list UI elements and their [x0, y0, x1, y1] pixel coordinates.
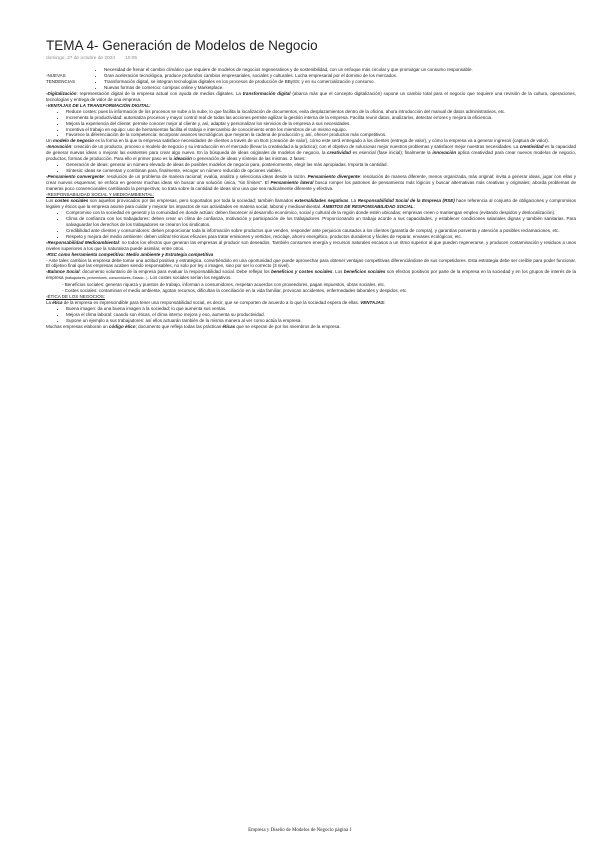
pensamiento-lateral-term: Pensamiento lateral [270, 180, 314, 186]
list-item: • Reduce costes: pues la información de los procesos se sube a la nube, lo que facilita la localización de documentos, evita desplazamientos dentro de la oficina, ahora introducción del manual de datos administrativos, etc. [66, 109, 576, 115]
list-item: • Supone un ejemplo a sus trabajadores: así ellos actuarán también de la misma manera al ver como actúa la empresa. [66, 318, 576, 324]
costes-sociales-term: costes sociales [54, 197, 89, 203]
beneficios-sociales-term: beneficios sociales [343, 269, 386, 275]
rsm-heading: -RESPONSABILIDAD SOCIAL Y MEDIOAMBIENTAL: [46, 192, 155, 198]
rse-term: Responsabilidad Social de la Empresa (RSE) [357, 197, 455, 203]
text-run: aplica creatividad para crear nuevos modelos de negocio, productos, formas de producción. Para ello el primer paso es la [46, 150, 576, 162]
digitalizacion-paragraph [46, 91, 576, 103]
grupos-interes-note: (trabajadores, proveedores, consumidores, Estado...) [64, 276, 148, 281]
rsc-paragraph [46, 252, 576, 270]
text-run: es la capacidad de generar nuevas ideas o mejorar las existentes para crear algo nuevo. En la búsqueda de ideas originales de modelos de negocio, la [46, 144, 576, 156]
text-run: (abarca más que el concepto digitalización) supone un cambio total para el negocio que requiere una revisión de la cultura, operaciones, tecnologías y entrega de valor de una empresa. [46, 90, 576, 102]
responsabilidad-medioambiental-paragraph [46, 240, 576, 252]
note-date [46, 56, 137, 61]
ventajas-list [46, 109, 576, 139]
text-run: es la forma en la que la empresa satisface necesidades de clientes a través de un BoS (creación de valor), cómo este será entregado a los clientes (entrega de valor), y cómo la empresa va a generar ingresos (captura de valor). [94, 138, 550, 144]
text-run: : [383, 300, 386, 306]
innovacion-inline-term: innovación [432, 150, 457, 156]
time-text: 10:05 [125, 56, 138, 61]
text-run: : resolución de un problema de manera racional; evalúa, analiza y selecciona ideas desde la razón. [103, 174, 308, 180]
list-item: • Buena imagen: da una buena imagen a la sociedad; lo que aumenta sus ventas. [66, 306, 576, 312]
pensamiento-divergente-term: Pensamiento divergente [307, 174, 360, 180]
page-footer: Empresa y Diseño de Modelos de Negocio página 1 [248, 828, 352, 833]
text-run: es esencial (fase inicial); finalmente la [350, 150, 433, 156]
date-text: domingo, 27 de octubre de 2024 [46, 56, 116, 61]
list-item: • Favorece la diferenciación de la competencia: incorporar avances tecnológicos que mejoran la cadena de producción y, así, ofrecer productos más competitivos. [66, 132, 576, 138]
creatividad-term: creatividad [327, 150, 351, 156]
list-item: • Gran aceleración tecnológica, produce profundos cambios empresariales, sociales y culturales. Lucha empresarial por el dominio de los mercados. [104, 73, 576, 79]
text-run: que se esperan de por los miembros de la empresa. [235, 323, 341, 329]
ideacion-phases-list [46, 162, 576, 174]
list-item: - Costes sociales: contaminan el medio ambiente, agotan recursos, dificultan la conciliación en la vida familiar, provocan accidentes, enfermedades laborales y despidos, etc. [68, 288, 576, 294]
text-run: son efectos positivos por parte de la empresa en la sociedad y en los grupos de interés de la empresa [46, 269, 576, 281]
pensamiento-convergente-term: -Pensamiento convergente [46, 174, 104, 180]
list-item: • Incrementa la productividad: automatiza procesos y mayor control real de todas las acciones permite agilizar la gestión interna de la empresa. Facilita reunir datos, analizarlos, detectar errores y mejora la eficiencia. [66, 115, 576, 121]
text-run: . Los costes sociales serían los negativos. [147, 275, 232, 281]
ventajas-term: VENTAJAS [360, 300, 384, 306]
text-run: o generación de ideas y síntesis de las mismas. 2 fases: [191, 156, 306, 162]
ventajas-heading: -VENTAJAS DE LA TRANSFORMACIÓN DIGITAL: [46, 102, 151, 108]
text-run: : no todos los efectos que generan las empresas al producir son deseados. También consumen energía y recursos naturales escasos a un ritmo superior al que pueden regenerarse, y producen contaminación y residuos a unos niveles superiores a los que la naturaleza puede asimilar, entre otros. [46, 239, 576, 251]
list-item: - Beneficios sociales: generan riqueza y puestos de trabajo, informan a consumidores, respetan acuerdos con proveedores, pagan impuestos, obras sociales, etc. [68, 282, 576, 288]
text-run: hace referencia al conjunto de obligaciones y compromisos legales y éticos que la empresa asume para cuidar y mejorar los impactos de sus actividades en materia social, laboral y medioambiental. [46, 197, 577, 209]
text-run: Un [46, 138, 54, 144]
text-run: ; documento que refleja todas las prácticas [135, 323, 223, 329]
modelo-negocio-term: modelo de negocio [53, 138, 95, 144]
nuevas-tendencias-label: -NUEVAS TENDENCIAS [46, 72, 76, 84]
text-run: de la empresa es imprescindible para tener una responsabilidad social, es decir, que se comporten de acuerdo a lo que la sociedad espera de ellas. [62, 300, 361, 306]
list-item: • Mejora la experiencia del cliente: permite conocer mejor al cliente y, así, adaptar y personalizar los servicios de la empresa a sus necesidades. [66, 121, 576, 127]
beneficios-costes-term: beneficios y costes sociales [271, 269, 333, 275]
ambitos-term: ÁMBITOS DE RESPONSABILIDAD SOCIAL [322, 203, 414, 209]
list-item: • Respeto y mejora del medio ambiente: deben utilizar técnicas eficaces para tratar emisiones y vertidos, reciclaje, ahorro energético, productos duraderos y fáciles de reparar, envases ecológicos, etc. [66, 234, 576, 240]
eticas-term: éticas [222, 323, 236, 329]
text-run: - Ante tales cambios la empresa debe tomar una actitud positiva y estratégica, convirtiéndolo en una oportunidad que puede aprovechar para obtener ventajas competitivas diferenciándose de sus competidores. Esta estrategia debe ser creíble para poder funcionar. El objetivo final que las empresas acaben siendo responsables, no solo por ley o imagen, sino por ser lo correcto (3 nivel). [46, 257, 576, 269]
list-item: • Generación de ideas: generar un número elevado de ideas de posibles modelos de negocio para, posteriormente, elegir las más apropiadas. Importa la cantidad. [66, 162, 576, 168]
ambitos-list [46, 210, 576, 240]
nuevas-tendencias-section [46, 67, 576, 91]
text-run: Los [46, 197, 55, 203]
balance-social-term: -Balance Social [46, 269, 80, 275]
creatividad-term: creatividad [519, 144, 544, 150]
innovacion-paragraph [46, 144, 576, 162]
text-run: : documento voluntario de la empresa para evaluar la responsabilidad social. Debe reflejar los [79, 269, 272, 275]
text-run: . Los [332, 269, 344, 275]
balance-social-list [46, 282, 576, 294]
etica-heading: -ÉTICA DE LOS NEGOCIOS: [46, 294, 106, 300]
ideacion-term: ideación [173, 156, 192, 162]
text-run: son aquellos provocados por las empresas, pero soportados por toda la sociedad; también llamados [88, 197, 295, 203]
list-item: • Clima de confianza con los trabajadores: deben crear un clima de confianza, motivación y participación de los trabajadores. Proporcionando un trabajo acorde a sus capacidades, y establecer condiciones salariales dignas y también sanitarias. Para salvaguardar los derechos de los trabajadores se crearon los sindicatos. [66, 216, 576, 228]
codigo-etico-paragraph [46, 324, 576, 330]
externalidades-term: externalidades negativas [294, 197, 349, 203]
list-item: • Credibilidad ante clientes y consumidores: deben proporcionar toda la información sobre productos que venden, responder ante perjuicios causados a los clientes (garantía de compra), y garantías posventa y atención a posibles reclamaciones, etc. [66, 228, 576, 234]
text-run: : creación de un producto, proceso o modelo de negocio y su introducción en el mercado (llevar la creatividad a la práctica); con el objetivo de solucionar mejor nuestros problemas y satisfacer mejor nuestras necesidades. La [71, 144, 520, 150]
page-title: TEMA 4- Generación de Modelos de Negocio [46, 38, 318, 53]
etica-ventajas-list [46, 306, 576, 324]
nuevas-tendencias-list [84, 67, 576, 91]
digitalizacion-term: -Digitalización [46, 90, 77, 96]
text-run: busca romper los patrones de pensamiento más lógicos y buscar alternativas más creativas y originales; aborda problemas de maneras poco convencionales cambiando la perspectiva; no trata sobre la cantidad de ideas sino una que sea radicalmente diferente y efectiva. [46, 180, 576, 192]
codigo-etico-term: código ético [109, 323, 136, 329]
text-run: : representación digital de la empresa actual con ayuda de medios digitales. La [76, 90, 243, 96]
text-run: : resolución de manera diferente, menos organizada, más original; invita a generar ideas, jugar con ellas y crear nuevos esquemas; se enfoca en generar muchas ideas sin buscar una solución única, "sin límites". El [46, 174, 576, 186]
list-item: • Compromiso con la sociedad en general y la comunidad en donde actúan: deben favorecer al desarrollo económico, social y cultural de la región donde estén ubicadas; empresas creen o mantengan empleo (evitando despidos y deslocalización). [66, 210, 576, 216]
innovacion-term: -Innovación [46, 144, 72, 150]
list-item: • Necesidad de frenar el cambio climático que requiere de modelos de negocios regenerativos y de sostenibilidad, con un enfoque más circular y que promulgar un consumo responsable. [104, 67, 576, 73]
text-run: : [413, 203, 415, 209]
balance-social-paragraph [46, 269, 576, 282]
list-item: • Síntesis: ideas se comentan y combinan para, finalmente, escoger un número reducido de opciones viables. [66, 168, 576, 174]
transformacion-digital-term: transformación digital [242, 90, 291, 96]
rsc-heading: -RSC como herramienta competitiva: Medio ambiente y Estrategia competitiva [46, 251, 214, 257]
list-item: • Transformación digital, se integran tecnologías digitales en los procesos de producción de BBySS; y en su comercialización y consumo. [104, 79, 576, 85]
pensamiento-paragraph [46, 174, 576, 192]
responsabilidad-medioambiental-term: -Responsabilidad Medioambiental [46, 239, 119, 245]
rse-paragraph [46, 198, 576, 210]
list-item: • Nuevas formas de comercio: compras online y Marketplace. [104, 85, 576, 91]
list-item: • Incentiva el trabajo en equipo: uso de herramientas facilita el trabajo e intercambio de conocimiento entre los miembros de un mismo equipo. [66, 127, 576, 133]
text-run: La [46, 300, 53, 306]
document-body [46, 67, 576, 330]
etica-term: ética [52, 300, 63, 306]
text-run: . La [348, 197, 358, 203]
text-run: Muchas empresas elaboran un [46, 323, 110, 329]
list-item: • Mejora el clima laboral: cuando son éticas, el clima interno mejora y eso, aumenta su productividad. [66, 312, 576, 318]
